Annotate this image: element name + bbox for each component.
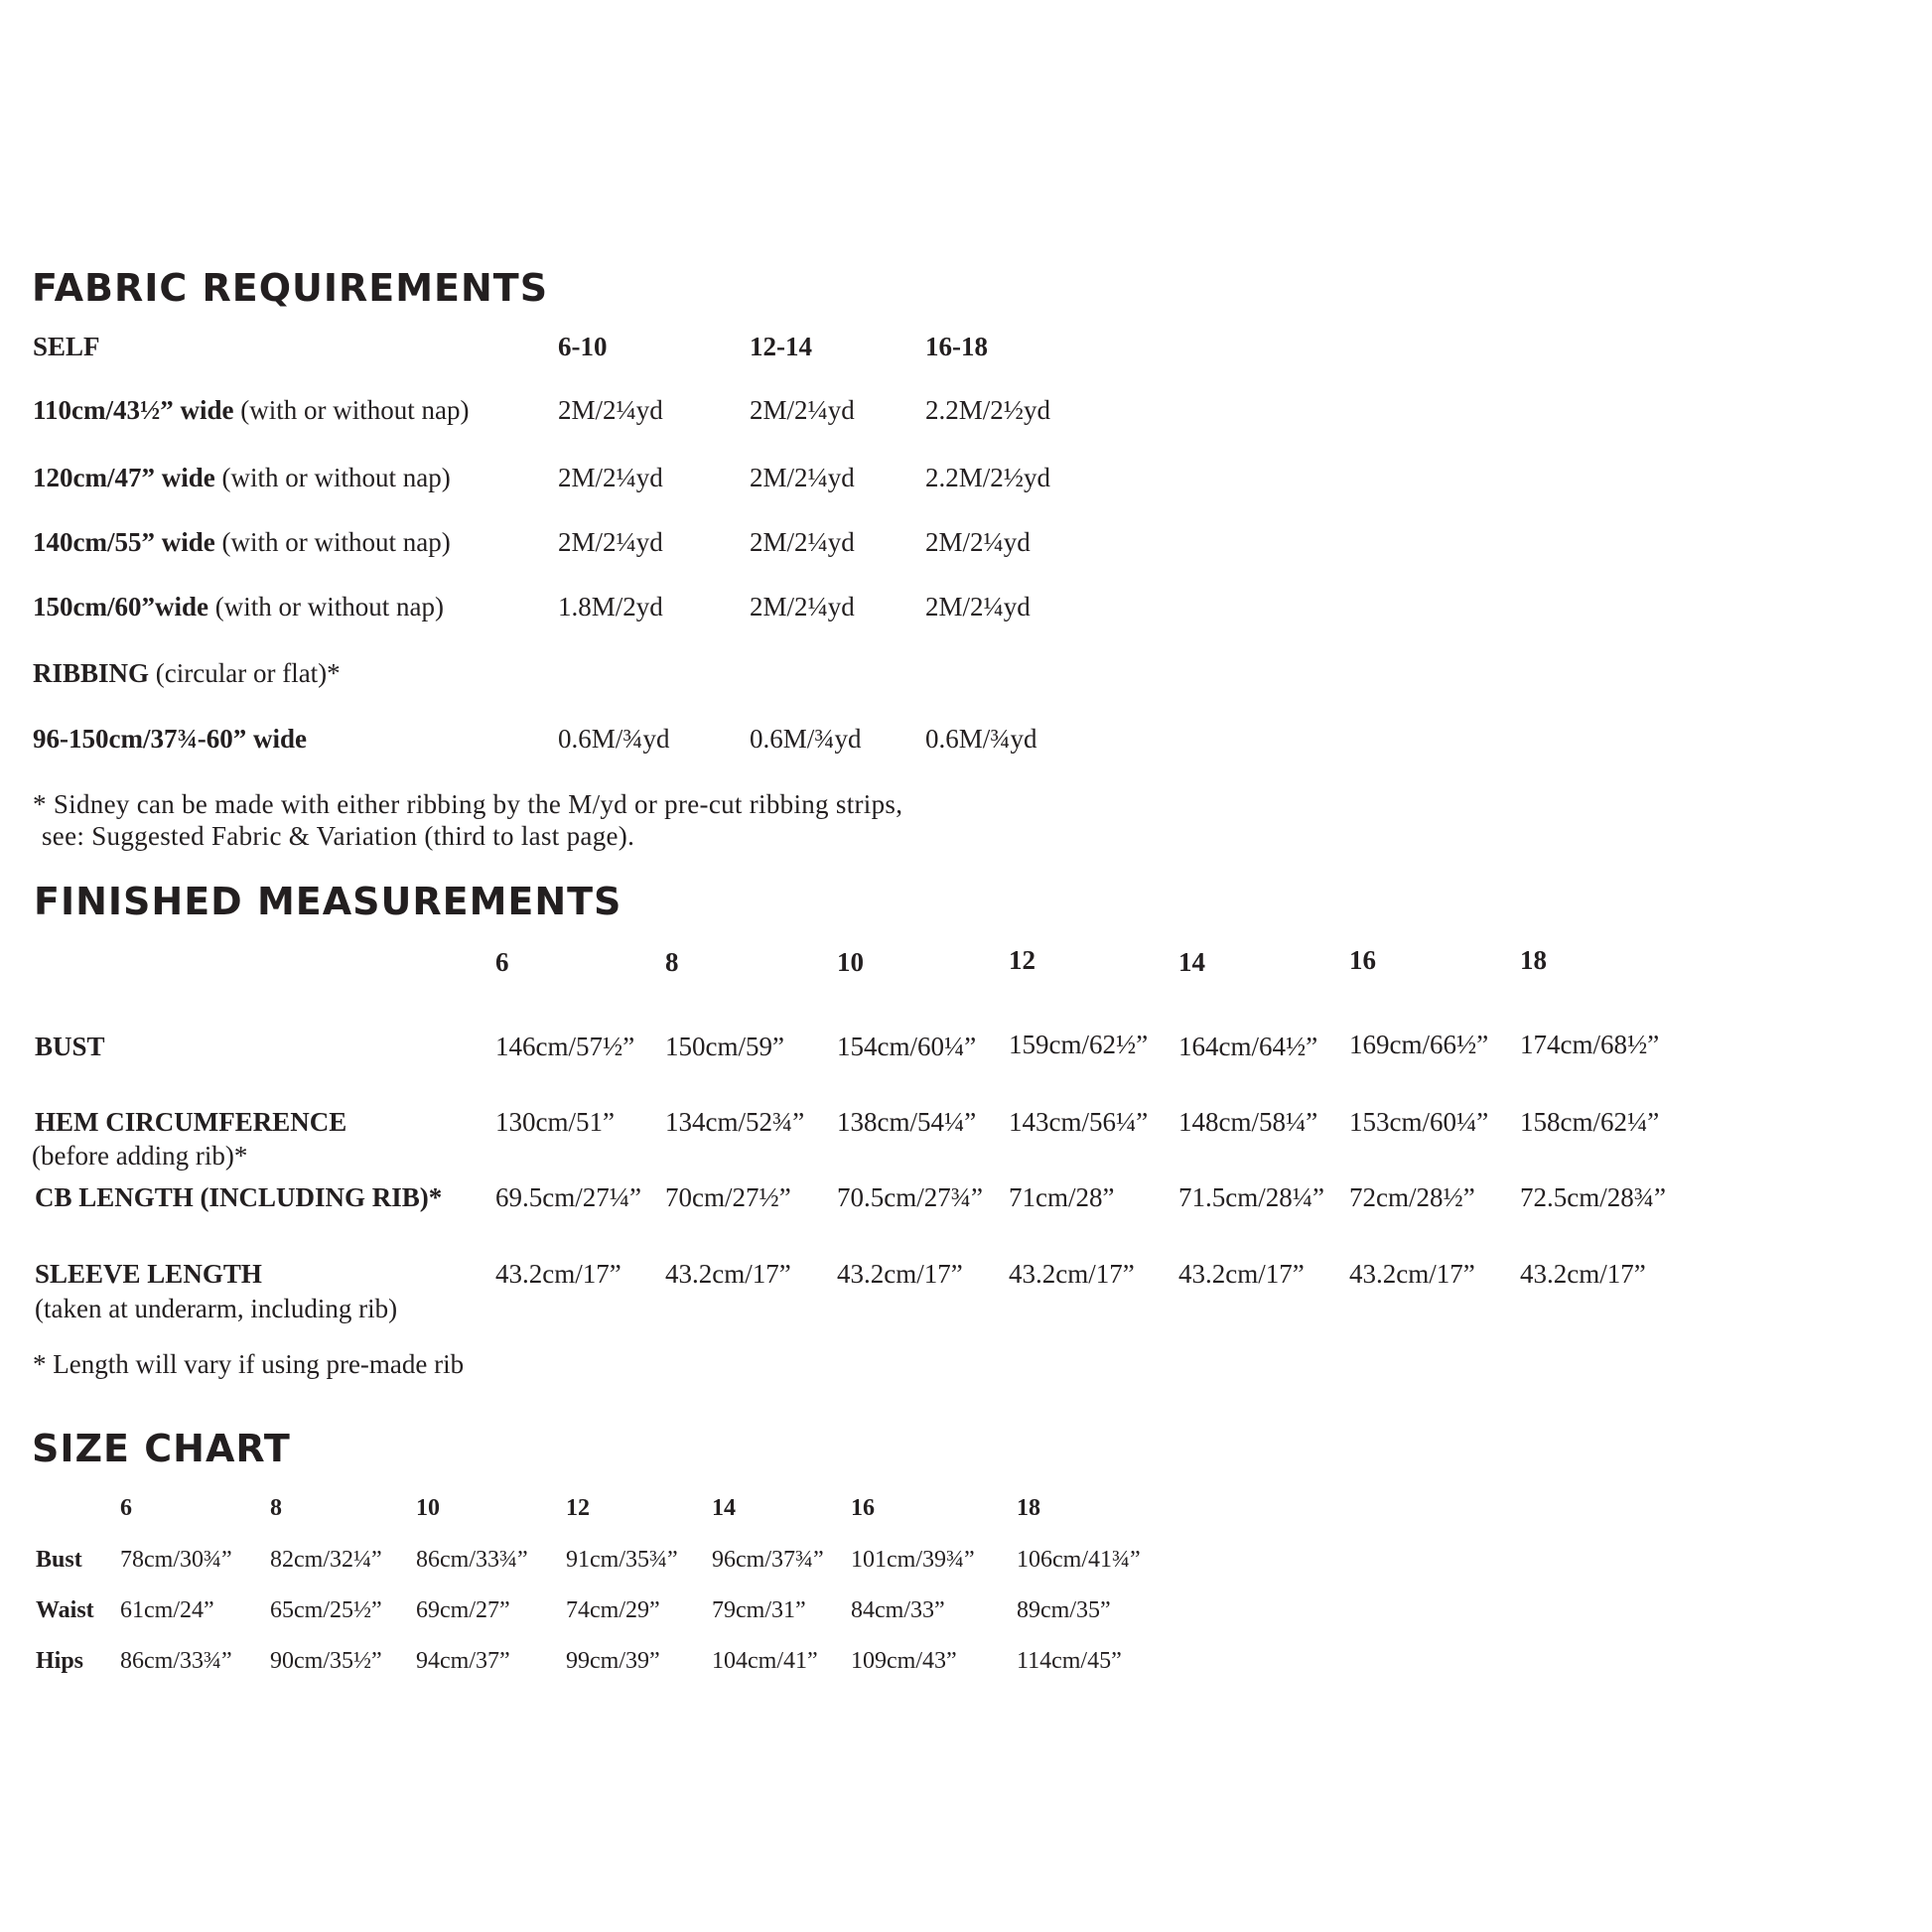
finished-size-header: 14 bbox=[1178, 947, 1205, 977]
finished-value: 43.2cm/17” bbox=[665, 1259, 791, 1289]
finished-row-label: SLEEVE LENGTH bbox=[35, 1259, 262, 1289]
size-chart-header: 8 bbox=[270, 1495, 282, 1521]
fabric-width: 120cm/47” wide bbox=[33, 463, 215, 492]
size-chart-value: 84cm/33” bbox=[851, 1597, 945, 1623]
fabric-value: 2M/2¼yd bbox=[925, 527, 1031, 557]
size-chart-value: 114cm/45” bbox=[1017, 1648, 1122, 1674]
size-chart-header: 12 bbox=[566, 1495, 590, 1521]
finished-size-header: 6 bbox=[495, 947, 509, 977]
finished-value: 72.5cm/28¾” bbox=[1520, 1182, 1666, 1212]
finished-value: 70.5cm/27¾” bbox=[837, 1182, 983, 1212]
finished-value: 138cm/54¼” bbox=[837, 1107, 977, 1137]
size-chart-value: 82cm/32¼” bbox=[270, 1547, 382, 1573]
fabric-requirements-title: FABRIC REQUIREMENTS bbox=[32, 266, 549, 310]
size-chart-header: 10 bbox=[416, 1495, 440, 1521]
ribbing-note: (circular or flat)* bbox=[149, 658, 341, 688]
finished-value: 72cm/28½” bbox=[1349, 1182, 1475, 1212]
size-chart-value: 69cm/27” bbox=[416, 1597, 510, 1623]
ribbing-value: 0.6M/¾yd bbox=[750, 724, 862, 754]
size-chart-title: SIZE CHART bbox=[32, 1427, 291, 1470]
fabric-value: 2M/2¼yd bbox=[750, 527, 855, 557]
size-chart-value: 91cm/35¾” bbox=[566, 1547, 678, 1573]
finished-size-header: 16 bbox=[1349, 945, 1376, 975]
fabric-width: 140cm/55” wide bbox=[33, 527, 215, 557]
size-chart-row-label: Waist bbox=[36, 1597, 94, 1623]
fabric-value: 2M/2¼yd bbox=[750, 395, 855, 425]
fabric-row-label bbox=[33, 463, 451, 493]
fabric-nap-note: (with or without nap) bbox=[214, 527, 451, 557]
size-chart-value: 104cm/41” bbox=[712, 1648, 818, 1674]
size-chart-value: 79cm/31” bbox=[712, 1597, 806, 1623]
finished-value: 134cm/52¾” bbox=[665, 1107, 805, 1137]
finished-measurements-title: FINISHED MEASUREMENTS bbox=[34, 880, 622, 923]
fabric-value: 2M/2¼yd bbox=[558, 463, 663, 492]
finished-value: 71cm/28” bbox=[1009, 1182, 1115, 1212]
fabric-nap-note: (with or without nap) bbox=[207, 592, 444, 621]
finished-value: 164cm/64½” bbox=[1178, 1032, 1318, 1061]
fabric-row-label bbox=[33, 395, 469, 426]
fabric-value: 2M/2¼yd bbox=[925, 592, 1031, 621]
fabric-value: 2.2M/2½yd bbox=[925, 395, 1051, 425]
fabric-value: 2M/2¼yd bbox=[750, 463, 855, 492]
finished-row-label: BUST bbox=[35, 1032, 105, 1061]
fabric-footnote-line2: see: Suggested Fabric & Variation (third to last page). bbox=[42, 821, 635, 851]
fabric-value: 2M/2¼yd bbox=[558, 527, 663, 557]
ribbing-label: RIBBING bbox=[33, 658, 150, 688]
size-chart-value: 94cm/37” bbox=[416, 1648, 510, 1674]
finished-row-label: CB LENGTH (INCLUDING RIB)* bbox=[35, 1182, 443, 1212]
size-chart-header: 18 bbox=[1017, 1495, 1040, 1521]
fabric-nap-note: (with or without nap) bbox=[233, 395, 470, 425]
ribbing-width: 96-150cm/37¾-60” wide bbox=[33, 724, 307, 754]
finished-value: 43.2cm/17” bbox=[495, 1259, 621, 1289]
size-chart-value: 99cm/39” bbox=[566, 1648, 660, 1674]
finished-value: 43.2cm/17” bbox=[1520, 1259, 1646, 1289]
finished-row-label: HEM CIRCUMFERENCE bbox=[35, 1107, 347, 1137]
finished-row-sublabel: (taken at underarm, including rib) bbox=[35, 1294, 398, 1323]
size-chart-value: 86cm/33¾” bbox=[120, 1648, 232, 1674]
finished-value: 159cm/62½” bbox=[1009, 1030, 1149, 1059]
finished-value: 150cm/59” bbox=[665, 1032, 784, 1061]
size-chart-value: 101cm/39¾” bbox=[851, 1547, 975, 1573]
fabric-row-label bbox=[33, 527, 451, 558]
finished-size-header: 18 bbox=[1520, 945, 1547, 975]
finished-value: 154cm/60¼” bbox=[837, 1032, 977, 1061]
size-chart-value: 86cm/33¾” bbox=[416, 1547, 528, 1573]
size-chart-value: 89cm/35” bbox=[1017, 1597, 1111, 1623]
ribbing-value: 0.6M/¾yd bbox=[925, 724, 1037, 754]
size-chart-value: 65cm/25½” bbox=[270, 1597, 382, 1623]
size-chart-value: 106cm/41¾” bbox=[1017, 1547, 1141, 1573]
finished-value: 71.5cm/28¼” bbox=[1178, 1182, 1324, 1212]
size-chart-value: 78cm/30¾” bbox=[120, 1547, 232, 1573]
finished-footnote: * Length will vary if using pre-made rib bbox=[33, 1349, 465, 1379]
finished-value: 146cm/57½” bbox=[495, 1032, 635, 1061]
finished-value: 43.2cm/17” bbox=[1178, 1259, 1305, 1289]
finished-value: 70cm/27½” bbox=[665, 1182, 791, 1212]
finished-value: 43.2cm/17” bbox=[1349, 1259, 1475, 1289]
fabric-value: 2M/2¼yd bbox=[558, 395, 663, 425]
ribbing-heading bbox=[33, 658, 341, 689]
self-label: SELF bbox=[33, 332, 100, 361]
fabric-size-header: 16-18 bbox=[925, 332, 988, 361]
finished-value: 174cm/68½” bbox=[1520, 1030, 1660, 1059]
finished-value: 143cm/56¼” bbox=[1009, 1107, 1149, 1137]
fabric-value: 1.8M/2yd bbox=[558, 592, 663, 621]
finished-size-header: 8 bbox=[665, 947, 679, 977]
size-chart-row-label: Hips bbox=[36, 1648, 84, 1674]
finished-value: 148cm/58¼” bbox=[1178, 1107, 1318, 1137]
fabric-footnote-line1: * Sidney can be made with either ribbing by the M/yd or pre-cut ribbing strips, bbox=[33, 789, 903, 819]
size-chart-value: 61cm/24” bbox=[120, 1597, 214, 1623]
finished-value: 43.2cm/17” bbox=[1009, 1259, 1135, 1289]
finished-value: 43.2cm/17” bbox=[837, 1259, 963, 1289]
finished-value: 169cm/66½” bbox=[1349, 1030, 1489, 1059]
size-chart-header: 16 bbox=[851, 1495, 875, 1521]
finished-size-header: 10 bbox=[837, 947, 864, 977]
size-chart-value: 96cm/37¾” bbox=[712, 1547, 824, 1573]
size-chart-header: 6 bbox=[120, 1495, 132, 1521]
finished-row-sublabel: (before adding rib)* bbox=[32, 1141, 248, 1171]
finished-value: 69.5cm/27¼” bbox=[495, 1182, 641, 1212]
finished-value: 153cm/60¼” bbox=[1349, 1107, 1489, 1137]
ribbing-value: 0.6M/¾yd bbox=[558, 724, 670, 754]
fabric-value: 2M/2¼yd bbox=[750, 592, 855, 621]
fabric-width: 150cm/60”wide bbox=[33, 592, 208, 621]
fabric-row-label bbox=[33, 592, 444, 622]
finished-value: 130cm/51” bbox=[495, 1107, 615, 1137]
size-chart-header: 14 bbox=[712, 1495, 736, 1521]
size-chart-value: 109cm/43” bbox=[851, 1648, 957, 1674]
size-chart-row-label: Bust bbox=[36, 1547, 82, 1573]
fabric-value: 2.2M/2½yd bbox=[925, 463, 1051, 492]
finished-size-header: 12 bbox=[1009, 945, 1035, 975]
fabric-size-header: 12-14 bbox=[750, 332, 812, 361]
size-chart-value: 90cm/35½” bbox=[270, 1648, 382, 1674]
fabric-nap-note: (with or without nap) bbox=[214, 463, 451, 492]
finished-value: 158cm/62¼” bbox=[1520, 1107, 1660, 1137]
fabric-size-header: 6-10 bbox=[558, 332, 608, 361]
fabric-width: 110cm/43½” wide bbox=[33, 395, 234, 425]
size-chart-value: 74cm/29” bbox=[566, 1597, 660, 1623]
